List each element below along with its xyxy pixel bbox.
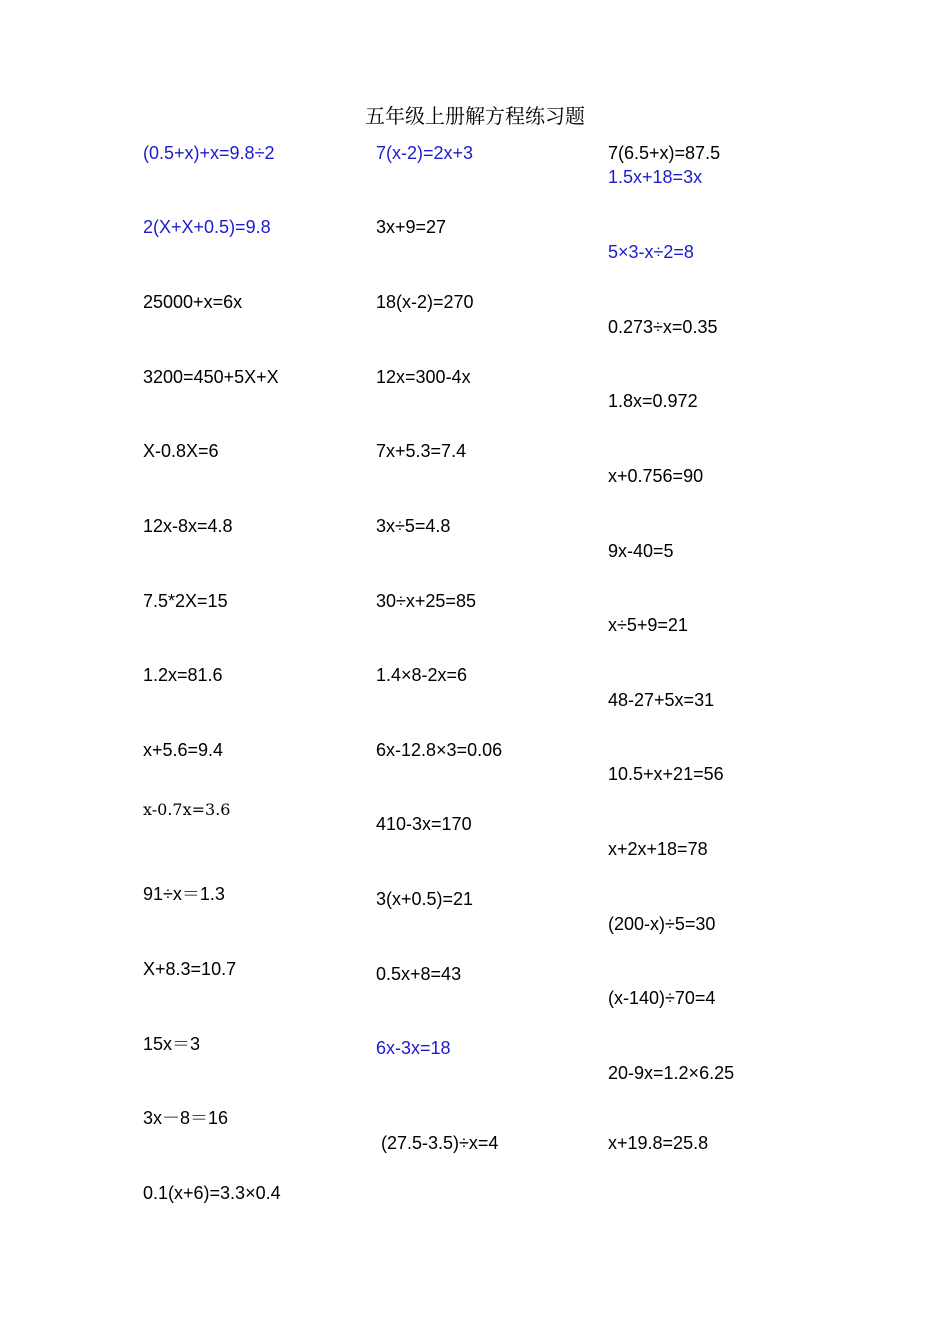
equation-1-9: x+5.6=9.4 [143,740,224,760]
equation-3-2: 1.5x+18=3x [608,167,703,187]
equation-1-3: 25000+x=6x [143,292,243,312]
equation-2-4: 12x=300-4x [376,367,471,387]
equation-2-3: 18(x-2)=270 [376,292,474,312]
equation-2-2: 3x+9=27 [376,217,447,237]
equation-3-3: 5×3-x÷2=8 [608,242,694,262]
equation-1-4: 3200=450+5X+X [143,367,279,387]
equation-2-13: 6x-3x=18 [376,1038,451,1058]
equation-2-7: 30÷x+25=85 [376,591,476,611]
equation-1-7: 7.5*2X=15 [143,591,228,611]
equation-2-10: 410-3x=170 [376,814,472,834]
equation-3-1: 7(6.5+x)=87.5 [608,143,721,163]
equation-1-13: 15x＝3 [143,1034,201,1054]
equation-2-14: (27.5-3.5)÷x=4 [381,1133,499,1153]
equation-2-9: 6x-12.8×3=0.06 [376,740,503,760]
equation-2-12: 0.5x+8=43 [376,964,462,984]
equation-2-8: 1.4×8-2x=6 [376,665,468,685]
equation-1-15: 0.1(x+6)=3.3×0.4 [143,1183,281,1203]
equation-1-6: 12x-8x=4.8 [143,516,233,536]
page-title: 五年级上册解方程练习题 [365,104,585,128]
equation-2-6: 3x÷5=4.8 [376,516,451,536]
equation-3-5: 1.8x=0.972 [608,391,698,411]
equation-1-2: 2(X+X+0.5)=9.8 [143,217,271,237]
equation-1-10: x-0.7x=3.6 [143,800,231,819]
equation-2-1: 7(x-2)=2x+3 [376,143,474,163]
equation-1-12: X+8.3=10.7 [143,959,237,979]
equation-3-10: 10.5+x+21=56 [608,764,724,784]
equation-3-6: x+0.756=90 [608,466,704,486]
equation-3-13: (x-140)÷70=4 [608,988,716,1008]
equation-3-15: x+19.8=25.8 [608,1133,709,1153]
equation-1-1: (0.5+x)+x=9.8÷2 [143,143,275,163]
equation-3-12: (200-x)÷5=30 [608,914,716,934]
equation-2-11: 3(x+0.5)=21 [376,889,474,909]
equation-3-11: x+2x+18=78 [608,839,708,859]
equation-1-5: X-0.8X=6 [143,441,219,461]
equation-3-7: 9x-40=5 [608,541,674,561]
equation-3-8: x÷5+9=21 [608,615,688,635]
equation-3-14: 20-9x=1.2×6.25 [608,1063,735,1083]
equation-1-8: 1.2x=81.6 [143,665,223,685]
equation-1-11: 91÷x＝1.3 [143,884,225,904]
equation-1-14: 3x－8＝16 [143,1108,229,1128]
equation-3-9: 48-27+5x=31 [608,690,715,710]
equation-2-5: 7x+5.3=7.4 [376,441,467,461]
equation-3-4: 0.273÷x=0.35 [608,317,718,337]
